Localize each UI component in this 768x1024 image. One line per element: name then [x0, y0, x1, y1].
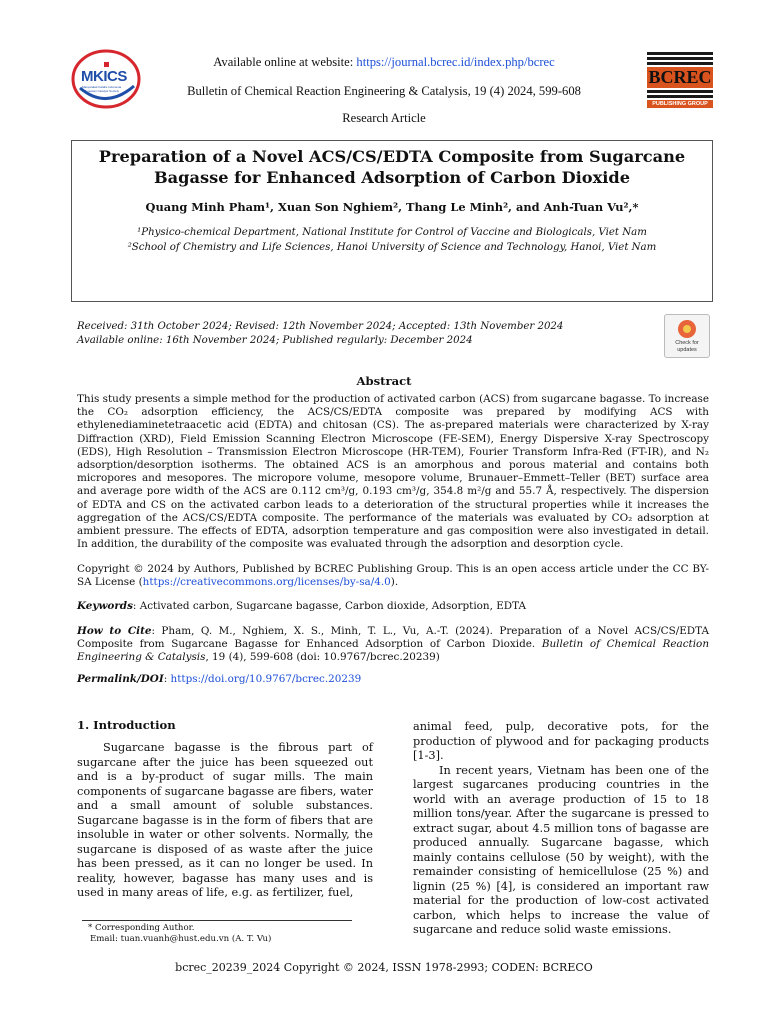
mkics-logo-subtext: Masyarakat Katalis Indonesia Indonesian Catalyst Society	[82, 85, 122, 93]
check-updates-badge[interactable]	[664, 314, 710, 358]
footnote-email: Email: tuan.vuanh@hust.edu.vn (A. T. Vu)	[90, 934, 272, 944]
footnote-divider	[82, 920, 352, 921]
copyright-notice	[77, 563, 709, 589]
copyright-text: Copyright © 2024 by Authors, Published by BCREC Publishing Group. This is an open access article under the CC BY-SA License (	[77, 563, 709, 589]
available-prefix: Available online at website:	[213, 55, 357, 69]
cite-text-1: : Pham, Q. M., Nghiem, X. S., Minh, T. L., Vu, A.-T. (2024). Preparation of a Novel ACS/CS/EDTA Composite from Sugarcane Bagasse for Enhanced Adsorption of Carbon Dioxide.	[77, 625, 709, 651]
check-updates-icon	[665, 317, 709, 341]
cite-text-2: , 19 (4), 599-608 (doi: 10.9767/bcrec.20239)	[205, 651, 440, 664]
page-footer: bcrec_20239_2024 Copyright © 2024, ISSN 1978-2993; CODEN: BCRECO	[175, 961, 593, 974]
how-to-cite	[77, 625, 709, 665]
footnote	[88, 923, 271, 945]
keywords-text: : Activated carbon, Sugarcane bagasse, Carbon dioxide, Adsorption, EDTA	[132, 600, 526, 612]
check-updates-label: Check for updates	[675, 340, 699, 353]
abstract-heading: Abstract	[356, 374, 412, 388]
title-line-2: Bagasse for Enhanced Adsorption of Carbon Dioxide	[154, 168, 630, 187]
permalink-sep: :	[163, 673, 171, 685]
affiliation-1: ¹Physico-chemical Department, National Institute for Control of Vaccine and Biologicals, Viet Nam	[137, 227, 647, 238]
affiliation-2: ²School of Chemistry and Life Sciences, Hanoi University of Science and Technology, Hanoi, Viet Nam	[127, 242, 657, 253]
cite-label: How to Cite	[77, 625, 152, 637]
intro-right-column	[413, 720, 709, 938]
article-title	[71, 146, 713, 188]
received-dates: Received: 31th October 2024; Revised: 12th November 2024; Accepted: 13th November 2024	[77, 321, 564, 332]
bcrec-logo-subtext: PUBLISHING GROUP	[652, 101, 708, 107]
license-link[interactable]: https://creativecommons.org/licenses/by-sa/4.0	[142, 576, 391, 589]
journal-url-link[interactable]: https://journal.bcrec.id/index.php/bcrec	[356, 55, 555, 69]
copyright-close: ).	[390, 576, 399, 589]
intro-right-paragraph-2: In recent years, Vietnam has been one of the largest sugarcanes producing countries in the world with an average production of 15 to 18 million tons/year. After the sugarcane is pressed to extract sugar, about 4.5 million tons of bagasse are produced annually. Sugarcane bagasse, which mainly contains cellulose (50 by weight), with the remainder consisting of hemicellulose (25 %) and lignin (25 %) [4], is considered an important raw material for the production of low-cost activated carbon, which helps to increase the value of sugarcane and reduce solid waste emissions.	[413, 763, 709, 936]
cite-journal: Bulletin of Chemical Reaction Engineering & Catalysis	[77, 638, 710, 664]
journal-line: Bulletin of Chemical Reaction Engineering & Catalysis, 19 (4) 2024, 599-608	[187, 84, 581, 98]
permalink-label: Permalink/DOI	[77, 673, 164, 685]
intro-left-paragraph: Sugarcane bagasse is the fibrous part of sugarcane after the juice has been squeezed out and is a by-product of sugar mills. The main components of sugarcane bagasse are fibers, water and a small amount of soluble substances. Sugarcane bagasse is in the form of fibers that are insoluble in water or other solvents. Normally, the sugarcane is disposed of as waste after the juice has been pressed, as it can no longer be used. In reality, however, bagasse has many uses and is used in many areas of life, e.g. as fertilizer, fuel,	[77, 741, 373, 899]
available-online-line	[0, 55, 768, 70]
bcrec-logo-text: BCREC	[648, 67, 712, 87]
permalink	[77, 673, 709, 686]
keywords	[77, 600, 709, 613]
authors: Quang Minh Pham¹, Xuan Son Nghiem², Thang Le Minh², and Anh-Tuan Vu²,*	[145, 200, 639, 214]
keywords-label: Keywords	[77, 600, 133, 612]
abstract-text: This study presents a simple method for the production of activated carbon (ACS) from sugarcane bagasse. To increase the CO₂ adsorption efficiency, the ACS/CS/EDTA composite was prepared by modifying ACS with ethylenediaminetetraacetic acid (EDTA) and chitosan (CS). The as-prepared materials were characterized by X-ray Diffraction (XRD), Field Emission Scanning Electron Microscope (FE-SEM), Energy Dispersive X-ray Spectroscopy (EDS), High Resolution – Transmission Electron Microscope (HR-TEM), Fourier Transform Infra-Red (FT-IR), and N₂ adsorption/desorption isotherms. The obtained ACS is an amorphous and porous material and contains both micropores and mesopores. The micropore volume, mesopore volume, Brunauer–Emmett–Teller (BET) surface area and average pore width of the ACS are 0.112 cm³/g, 0.193 cm³/g, 354.8 m²/g and 55.7 Å, respectively. The dispersion of EDTA and CS on the activated carbon leads to a deterioration of the structural properties while it increases the aggregation of the ACS/CS/EDTA composite. The performance of the materials was evaluated by CO₂ adsorption at ambient pressure. The effects of EDTA, adsorption temperature and gas composition were also investigated in detail. In addition, the durability of the composite was evaluated through the adsorption and desorption cycle.	[77, 393, 709, 551]
published-dates: Available online: 16th November 2024; Published regularly: December 2024	[77, 335, 473, 346]
title-line-1: Preparation of a Novel ACS/CS/EDTA Composite from Sugarcane	[98, 147, 686, 166]
footnote-corresponding: * Corresponding Author.	[88, 923, 195, 933]
article-type: Research Article	[342, 111, 426, 125]
intro-heading: 1. Introduction	[77, 718, 176, 732]
doi-link[interactable]: https://doi.org/10.9767/bcrec.20239	[170, 673, 362, 685]
intro-right-paragraph-1: animal feed, pulp, decorative pots, for the production of plywood and for packaging products [1-3].	[413, 720, 709, 762]
mkics-logo-text: MKICS	[81, 68, 127, 85]
